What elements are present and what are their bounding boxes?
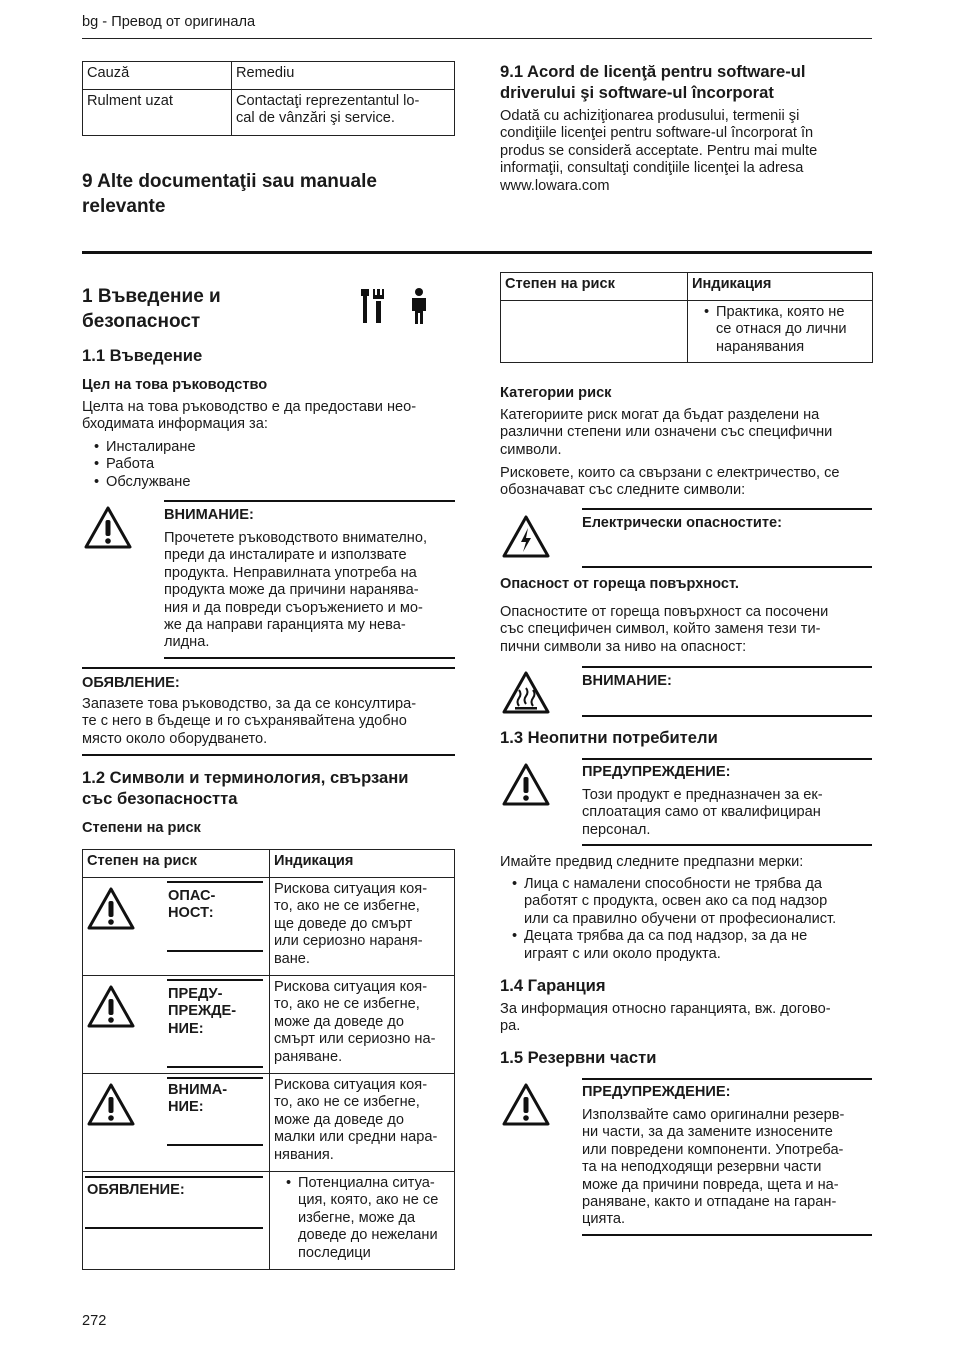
- hot-surface-title: Опасност от гореща повърхност.: [500, 576, 739, 592]
- precautions-list: [500, 876, 872, 963]
- warning-rule-top: [582, 758, 872, 760]
- list-item: • Работа: [82, 456, 196, 473]
- header-divider: [82, 38, 872, 39]
- table-header-risk-level: Степен на риск: [83, 850, 270, 878]
- risk-levels-subtitle: Степени на риск: [82, 820, 201, 836]
- license-paragraph: Odată cu achiziţionarea produsului, termenii şi condiţiile licenţei pentru software-ul încorporat în produs se consideră acceptate. Pentru mai multe informaţii, consultaţi condiţiile licenţei la adresa www.lowara.com: [500, 108, 818, 194]
- table-header-risk-level: Степен на риск: [501, 273, 688, 301]
- label-rule: [85, 1227, 263, 1229]
- section-1-2-title: 1.2 Символи и терминология, свързани със безопасността: [82, 768, 409, 808]
- risk-desc-notice: • Потенциална ситуа- ция, която, ако не се избегне, може да доведе до нежелани последици: [270, 1172, 455, 1270]
- risk-label-warning: ПРЕДУ- ПРЕЖДЕ- НИЕ:: [168, 986, 237, 1037]
- hot-rule-top: [582, 666, 872, 668]
- table-header-cause: Cauză: [83, 62, 232, 90]
- label-rule: [85, 1176, 263, 1178]
- warning-triangle-icon: [83, 505, 133, 550]
- electric-hazard-icon: [501, 514, 551, 559]
- list-item: • Инсталиране: [82, 439, 196, 456]
- list-item: • Лица с намалени способности не трябва да работят с продукта, освен ако са под надзор или са правилно обучени от професионалист.: [500, 876, 872, 928]
- label-rule: [167, 1144, 263, 1146]
- warning-triangle-icon: [501, 762, 551, 807]
- section-1-3-title: 1.3 Неопитни потребители: [500, 728, 718, 747]
- sec15-warning-text: Използвайте само оригинални резерв- ни части, за да замените износените или повредени компоненти. Употреба- та на неподходящи резервни части може да причини повреда, щета и на- раняване, както и отпадане на гаран- цията.: [582, 1107, 845, 1228]
- sec13-warning-label: ПРЕДУПРЕЖДЕНИЕ:: [582, 764, 731, 780]
- cause-cell: Rulment uzat: [83, 90, 232, 136]
- categories-title: Категории риск: [500, 385, 612, 401]
- warning-rule-bottom: [164, 657, 455, 659]
- risk-desc-practice: • Практика, която не се отнася до лични наранявания: [688, 301, 873, 363]
- warning-rule-bottom: [582, 844, 872, 846]
- notice-rule-top: [82, 667, 455, 669]
- table-header-remedy: Remediu: [232, 62, 455, 90]
- risk-label-notice: ОБЯВЛЕНИЕ:: [87, 1182, 185, 1198]
- sec13-warning-text: Този продукт е предназначен за ек- сплоатация само от квалифициран персонал.: [582, 787, 823, 838]
- label-rule: [167, 1066, 263, 1068]
- risk-levels-table-continued: [500, 272, 873, 363]
- section-divider: [82, 251, 872, 254]
- label-rule: [167, 950, 263, 952]
- warning-rule-top: [164, 500, 455, 502]
- risk-label-danger: ОПАС- НОСТ:: [168, 888, 216, 922]
- table-row: [83, 1172, 455, 1270]
- categories-paragraph-1: Категориите риск могат да бъдат разделени на различни степени или означени със специфични символи.: [500, 407, 833, 458]
- purpose-paragraph: Целта на това ръководство е да предостави нео- бходимата информация за:: [82, 399, 417, 433]
- cause-remedy-table: [82, 61, 455, 136]
- person-icon: [408, 287, 430, 325]
- section-9-1-title: 9.1 Acord de licenţă pentru software-ul driverului şi software-ul încorporat: [500, 62, 806, 102]
- section-1-1-title: 1.1 Въведение: [82, 346, 203, 365]
- table-header-indication: Индикация: [688, 273, 873, 301]
- label-rule: [167, 979, 263, 981]
- sec15-warning-label: ПРЕДУПРЕЖДЕНИЕ:: [582, 1084, 731, 1100]
- section-9-title: 9 Alte documentaţii sau manuale relevante: [82, 171, 377, 217]
- risk-desc-caution: Рискова ситуация коя- то, ако не се избегне, може да доведе до малки или средни нара- нявания.: [270, 1074, 455, 1172]
- electric-label: Електрически опасностите:: [582, 515, 782, 531]
- page-number: 272: [82, 1313, 107, 1329]
- warning-rule-top: [582, 1078, 872, 1080]
- danger-triangle-icon: [86, 886, 136, 931]
- remedy-cell: Contactaţi reprezentantul lo- cal de vânzări şi service.: [232, 90, 455, 136]
- electric-rule-top: [582, 508, 872, 510]
- section-1-5-title: 1.5 Резервни части: [500, 1048, 657, 1067]
- warning1-label: ВНИМАНИЕ:: [164, 507, 254, 523]
- table-row: [83, 1074, 455, 1172]
- notice-rule-bottom: [82, 754, 455, 756]
- categories-paragraph-2: Рисковете, които са свързани с електричество, се обозначават със следните символи:: [500, 465, 840, 499]
- warning-triangle-icon: [86, 984, 136, 1029]
- table-row: [83, 976, 455, 1074]
- hot-rule-bottom: [582, 715, 872, 717]
- table-row: [83, 878, 455, 976]
- risk-levels-table: [82, 849, 455, 1270]
- list-item: • Децата трябва да са под надзор, за да не играят с или около продукта.: [500, 928, 872, 963]
- precautions-intro: Имайте предвид следните предпазни мерки:: [500, 854, 804, 870]
- table-header-indication: Индикация: [270, 850, 455, 878]
- section-1-title: 1 Въведение и безопасност: [82, 286, 221, 332]
- table-row: [501, 301, 873, 363]
- hot-label: ВНИМАНИЕ:: [582, 673, 672, 689]
- notice1-text: Запазете това ръководство, за да се консултира- те с него в бъдеще и го съхранявайтена удобно място около оборудването.: [82, 696, 417, 747]
- warning1-text: Прочетете ръководството внимателно, преди да инсталирате и използвате продукта. Неправилната употреба на продукта може да причини наранява- ния и да повреди съоръжението и мо- же да направи гаранцията му нева- лидна.: [164, 530, 428, 651]
- risk-desc-danger: Рискова ситуация коя- то, ако не се избегне, ще доведе до смърт или сериозно нараня- ване.: [270, 878, 455, 976]
- warning-rule-bottom: [582, 1234, 872, 1236]
- caution-triangle-icon: [86, 1082, 136, 1127]
- notice1-label: ОБЯВЛЕНИЕ:: [82, 675, 180, 691]
- purpose-list: [82, 439, 196, 491]
- list-item: • Обслужване: [82, 474, 196, 491]
- warning-triangle-icon: [501, 1082, 551, 1127]
- label-rule: [167, 881, 263, 883]
- purpose-subtitle: Цел на това ръководство: [82, 377, 268, 393]
- page-header: bg - Превод от оригинала: [82, 14, 256, 30]
- hot-surface-paragraph: Опасностите от гореща повърхност са посочени със специфичен символ, който заменя тези ти- пични символи за ниво на опасност:: [500, 604, 829, 655]
- risk-label-caution: ВНИМА- НИЕ:: [168, 1082, 228, 1116]
- risk-desc-warning: Рискова ситуация коя- то, ако не се избегне, може да доведе до смърт или сериозно на- раняване.: [270, 976, 455, 1074]
- hot-surface-icon: [501, 670, 551, 715]
- tools-icon: [360, 287, 386, 325]
- warranty-paragraph: За информация относно гаранцията, вж. догово- ра.: [500, 1001, 831, 1035]
- label-rule: [167, 1077, 263, 1079]
- electric-rule-bottom: [582, 566, 872, 568]
- section-1-4-title: 1.4 Гаранция: [500, 976, 606, 995]
